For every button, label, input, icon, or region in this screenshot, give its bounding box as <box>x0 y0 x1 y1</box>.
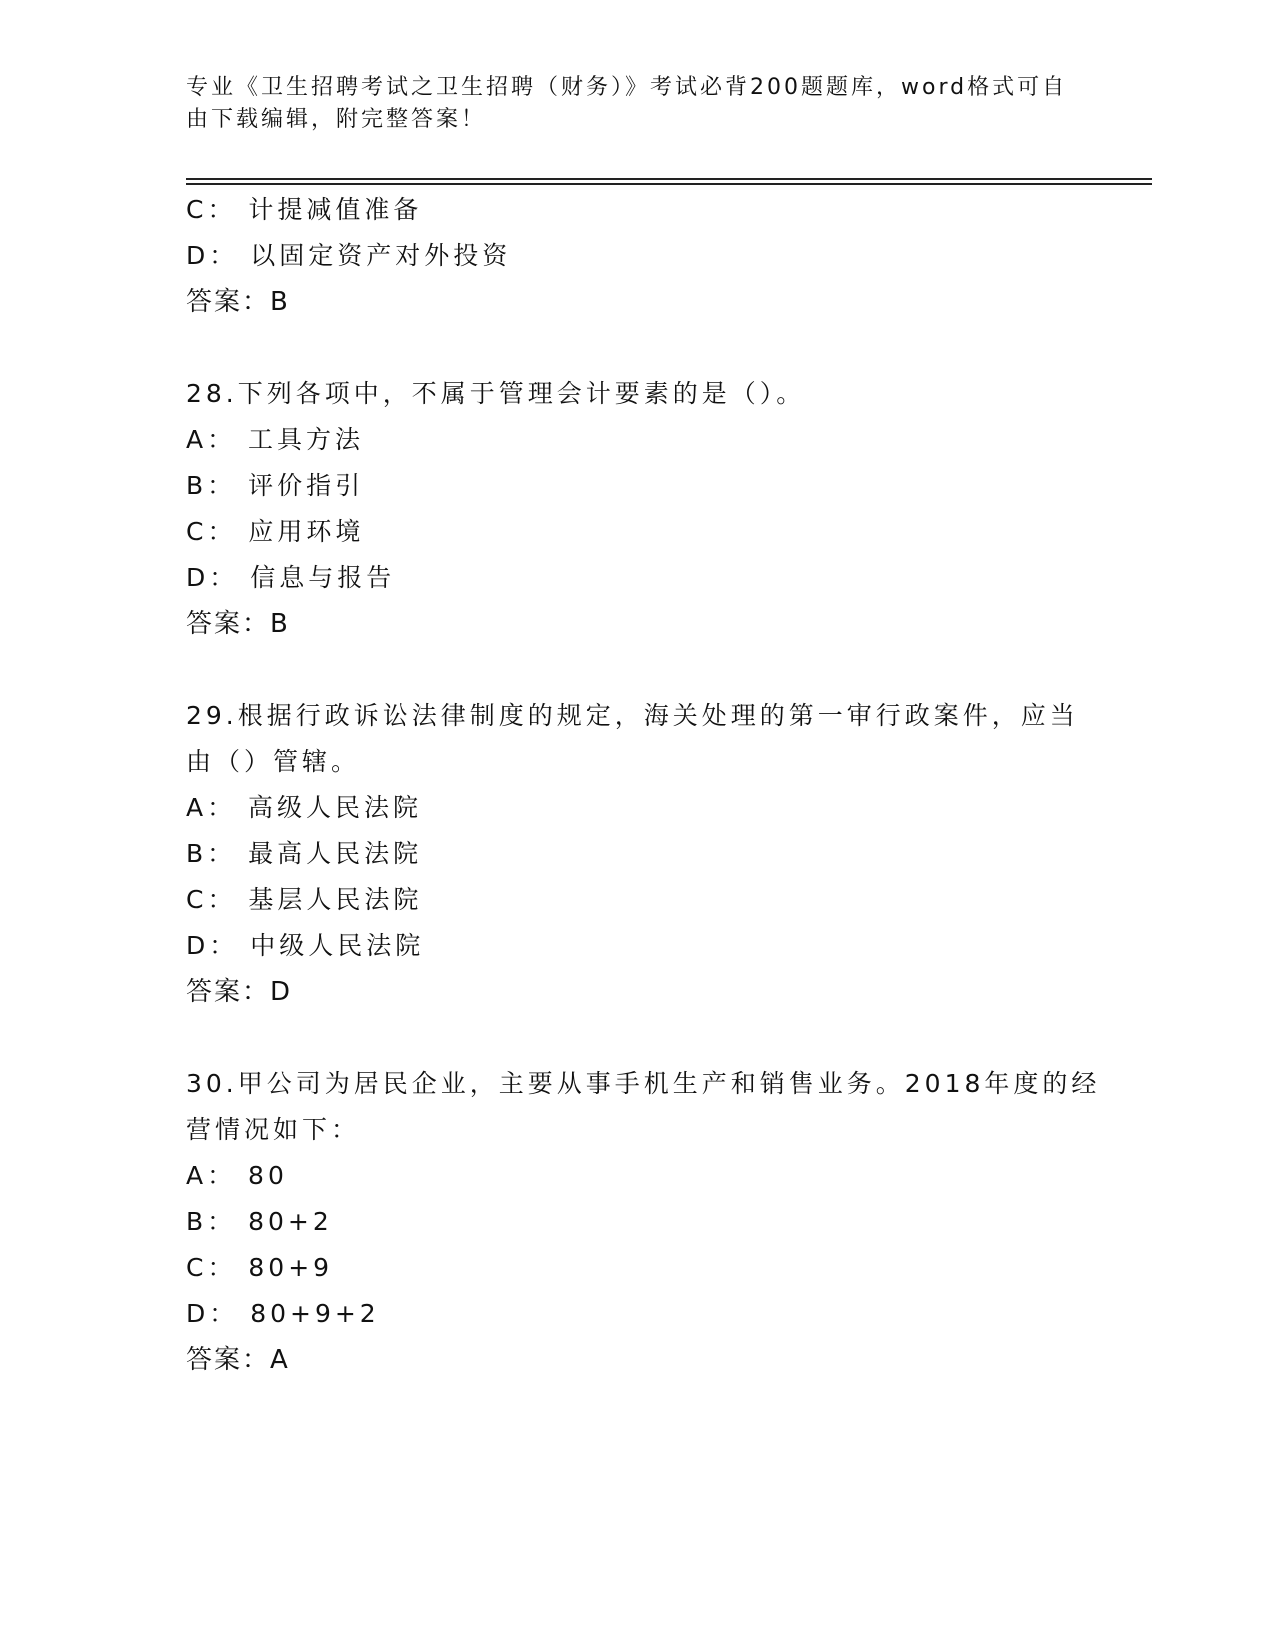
spacer <box>186 647 1106 693</box>
question-stem-line-2: 营情况如下： <box>186 1115 361 1144</box>
header-line-2: 由下载编辑，附完整答案！ <box>186 107 487 132</box>
question-list <box>186 187 1106 1383</box>
option-a: A： 工具方法 <box>186 425 365 454</box>
question-30 <box>186 1061 1106 1383</box>
option-d: D： 信息与报告 <box>186 563 396 592</box>
header-divider-bottom <box>186 183 1152 185</box>
option-c: C： 计提减值准备 <box>186 195 423 224</box>
question-stem-line-1: 30.甲公司为居民企业，主要从事手机生产和销售业务。2018年度的经 <box>186 1069 1101 1098</box>
option-d: D： 中级人民法院 <box>186 931 425 960</box>
option-b: B： 最高人民法院 <box>186 839 423 868</box>
spacer <box>186 1015 1106 1061</box>
question-29 <box>186 693 1106 1015</box>
option-a: A： 高级人民法院 <box>186 793 423 822</box>
option-b: B： 80+2 <box>186 1207 333 1236</box>
answer-line: 答案：B <box>186 287 290 317</box>
document-header <box>186 72 1086 136</box>
option-a: A： 80 <box>186 1161 288 1190</box>
option-b: B： 评价指引 <box>186 471 365 500</box>
header-line-1: 专业《卫生招聘考试之卫生招聘（财务）》考试必背200题题库，word格式可自 <box>186 75 1068 100</box>
answer-line: 答案：D <box>186 977 293 1007</box>
question-28 <box>186 371 1106 647</box>
header-divider-top <box>186 178 1152 180</box>
option-c: C： 80+9 <box>186 1253 334 1282</box>
previous-question-block <box>186 187 1106 325</box>
option-c: C： 应用环境 <box>186 517 365 546</box>
question-stem-line-1: 29.根据行政诉讼法律制度的规定，海关处理的第一审行政案件，应当 <box>186 701 1079 730</box>
spacer <box>186 325 1106 371</box>
option-d: D： 以固定资产对外投资 <box>186 241 512 270</box>
question-stem: 28.下列各项中，不属于管理会计要素的是（）。 <box>186 379 806 408</box>
option-c: C： 基层人民法院 <box>186 885 423 914</box>
question-stem-line-2: 由（）管辖。 <box>186 747 361 776</box>
answer-line: 答案：A <box>186 1345 290 1375</box>
answer-line: 答案：B <box>186 609 290 639</box>
option-d: D： 80+9+2 <box>186 1299 380 1328</box>
